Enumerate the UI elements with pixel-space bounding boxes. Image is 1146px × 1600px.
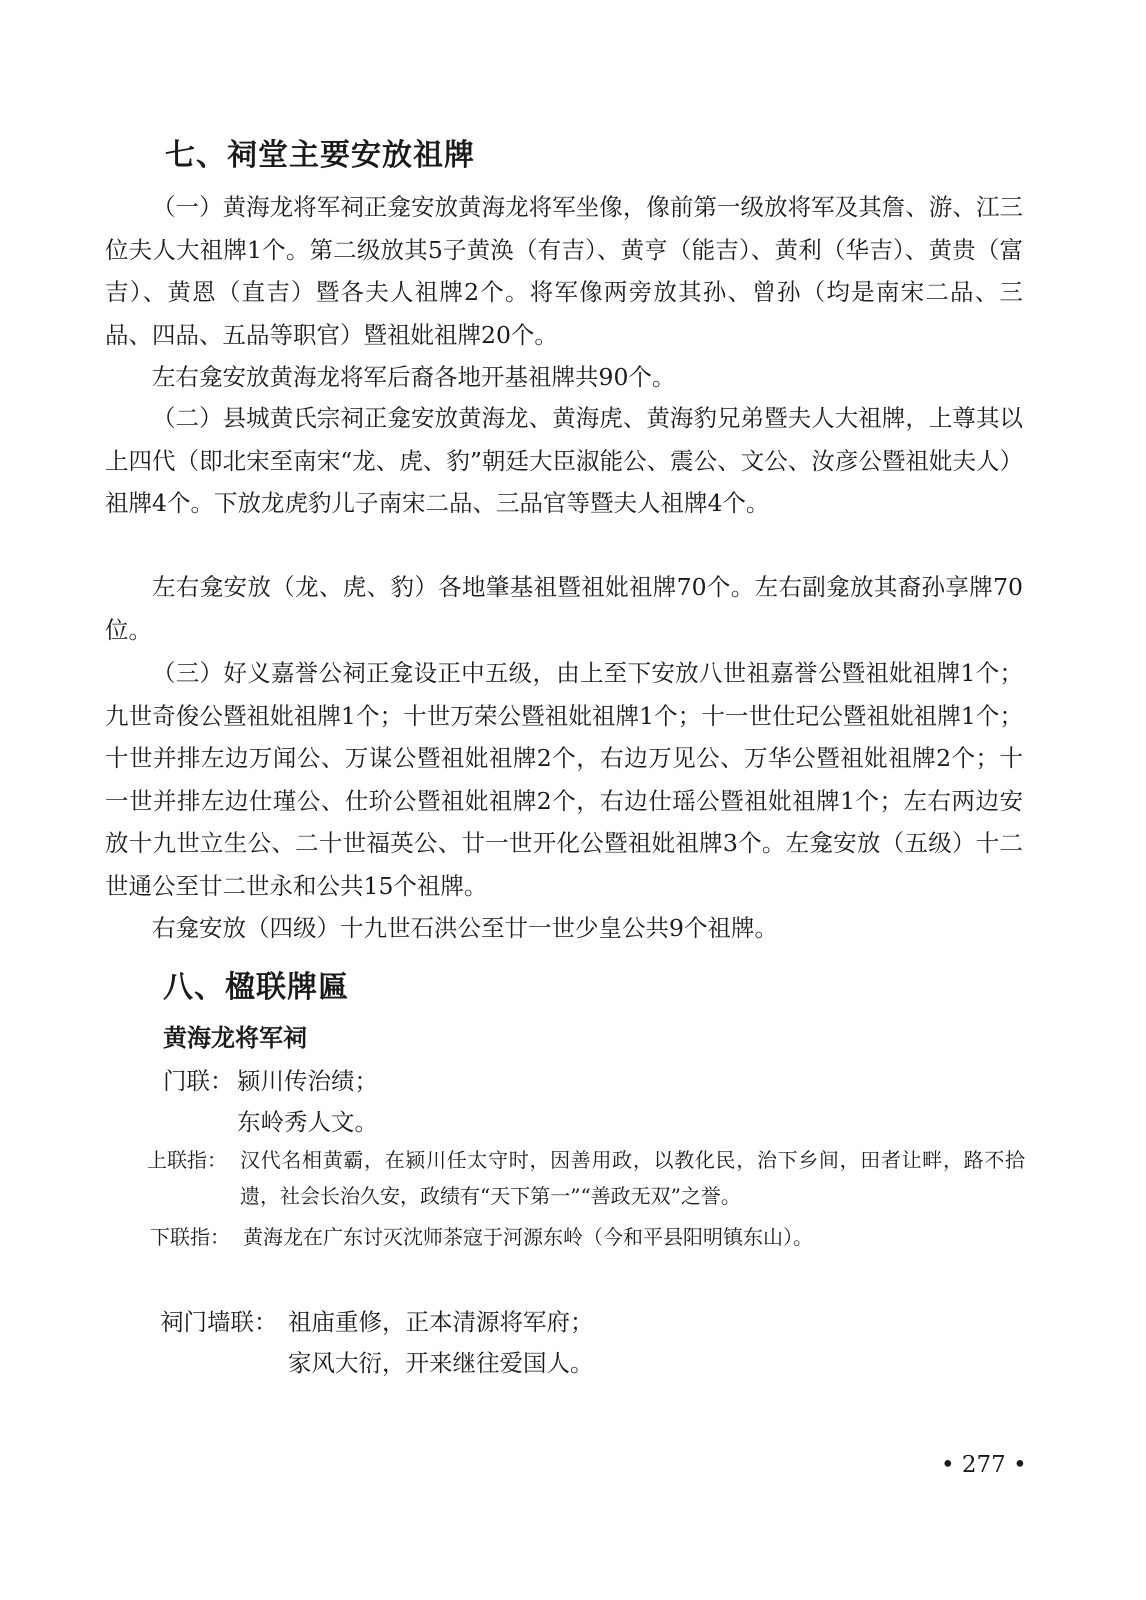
note-upper-text: 汉代名相黄霸，在颍川任太守时，因善用政，以教化民，治下乡间，田者让畔，路不拾遗，社会长治久安，政绩有“天下第一”“善政无双”之誉。 [240, 1148, 1025, 1208]
wall-couplet-label: 祠门墙联： [160, 1308, 278, 1336]
wall-couplet-line-2: 家风大衍，开来继往爱国人。 [288, 1349, 594, 1377]
paragraph-side-shrines-70: 左右龛安放（龙、虎、豹）各地肇基祖暨祖妣祖牌70个。左右副龛放其裔孙享牌70位。 [105, 573, 1023, 644]
door-couplet-label: 门联： [163, 1067, 234, 1095]
wall-couplet-line-1: 祖庙重修，正本清源将军府； [288, 1308, 594, 1336]
paragraph-haoyi-jiayu-hall: （三）好义嘉誉公祠正龛设正中五级，由上至下安放八世祖嘉誉公暨祖妣祖牌1个；九世奇俊公暨祖妣祖牌1个；十世万荣公暨祖妣祖牌1个；十一世仕玘公暨祖妣祖牌1个；十世并排左边万闻公、万谋公暨祖妣祖牌2个，右边万见公、万华公暨祖妣祖牌2个；十一世并排左边仕瑾公、仕玠公暨祖妣祖牌2个，右边仕瑶公暨祖妣祖牌1个；左右两边安放十九世立生公、二十世福英公、廿一世开化公暨祖妣祖牌3个。左龛安放（五级）十二世通公至廿二世永和公共15个祖牌。 [105, 659, 1023, 900]
paragraph-memorial-hall: （一）黄海龙将军祠正龛安放黄海龙将军坐像，像前第一级放将军及其詹、游、江三位夫人大祖牌1个。第二级放其5子黄涣（有吉）、黄亨（能吉）、黄利（华吉）、黄贵（富吉）、黄恩（直吉）暨各夫人祖牌2个。将军像两旁放其孙、曾孙（均是南宋二品、三品、四品、五品等职官）暨祖妣祖牌20个。 [105, 193, 1023, 349]
page-number: • 277 • [941, 1452, 1027, 1478]
note-lower-label: 下联指： [150, 1225, 230, 1249]
paragraph-right-shrine: 右龛安放（四级）十九世石洪公至廿一世少皇公共9个祖牌。 [152, 914, 778, 942]
door-couplet-line-2: 东岭秀人文。 [237, 1108, 378, 1136]
note-upper-label: 上联指： [147, 1148, 227, 1172]
subsection-title: 黄海龙将军祠 [163, 1024, 307, 1052]
door-couplet-line-1: 颍川传治绩； [237, 1067, 378, 1095]
paragraph-county-ancestral-hall: （二）县城黄氏宗祠正龛安放黄海龙、黄海虎、黄海豹兄弟暨夫人大祖牌，上尊其以上四代（即北宋至南宋“龙、虎、豹”朝廷大臣淑能公、震公、文公、汝彦公暨祖妣夫人）祖牌4个。下放龙虎豹儿子南宋二品、三品官等暨夫人祖牌4个。 [105, 404, 1023, 517]
note-lower-text: 黄海龙在广东讨灭沈师茶寇于河源东岭（今和平县阳明镇东山）。 [243, 1225, 813, 1249]
section-8-heading: 八、楹联牌匾 [163, 970, 349, 1005]
section-7-heading: 七、祠堂主要安放祖牌 [165, 138, 475, 173]
paragraph-side-shrines-90: 左右龛安放黄海龙将军后裔各地开基祖牌共90个。 [152, 363, 676, 391]
